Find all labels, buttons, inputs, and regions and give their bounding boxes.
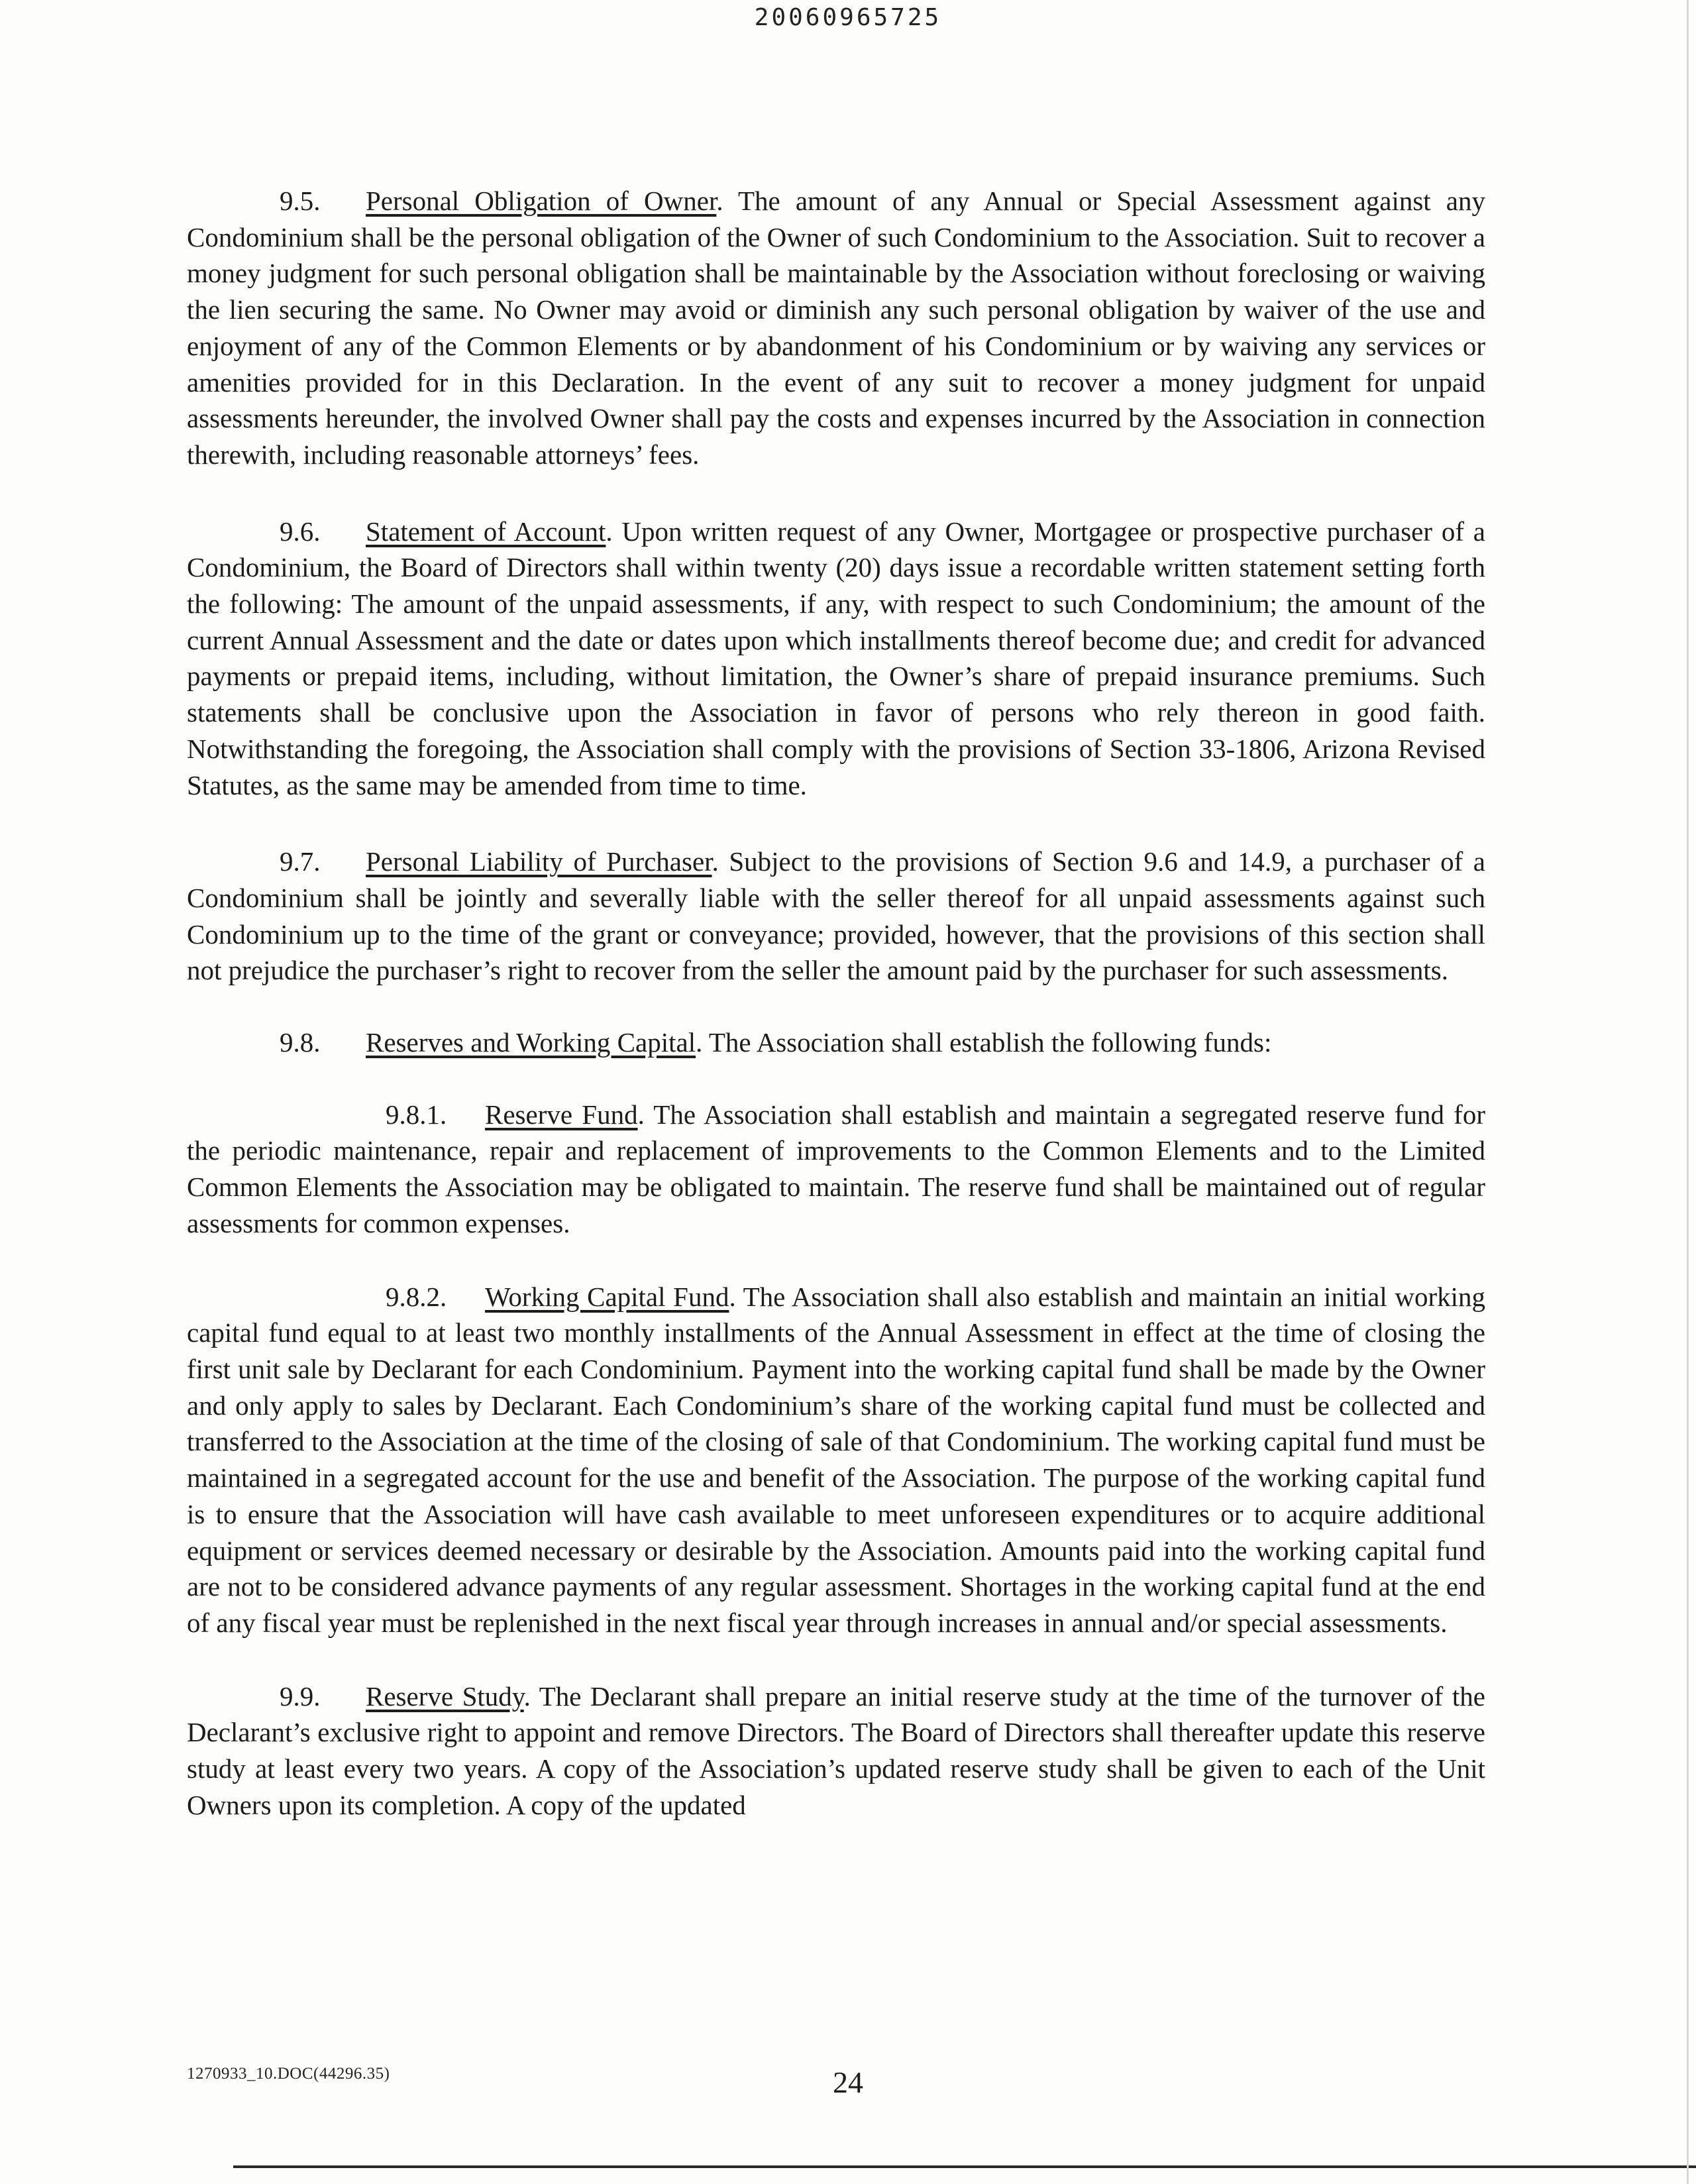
- paragraph-gap: [187, 989, 1485, 1024]
- section-text: . The Association shall also establish and maintain an initial working capital fund equal to at least two monthly installments of the Annual Assessment in effect at the time of closing the first unit sale by Declarant for each Condominium. Payment into the working capital fund shall be made by the Owner and only apply to sales by Declarant. Each Condominium’s share of the working capital fund must be collected and transferred to the Association at the time of the closing of sale of that Condominium. The working capital fund must be maintained in a segregated account for the use and benefit of the Association. The purpose of the working capital fund is to ensure that the Association will have cash available to meet unforeseen expenditures or to acquire additional equipment or services deemed necessary or desirable by the Association. Amounts paid into the working capital fund are not to be considered advance payments of any regular assessment. Shortages in the working capital fund at the end of any fiscal year must be replenished in the next fiscal year through increases in annual and/or special assessments.: [187, 1281, 1485, 1638]
- section-heading: Statement of Account: [366, 516, 606, 547]
- section-text: . The Association shall establish and maintain a segregated reserve fund for the periodic maintenance, repair and replacement of improvements to the Common Elements and to the Limited Common Elements the Association may be obligated to maintain. The reserve fund shall be maintained out of regular assessments for common expenses.: [187, 1099, 1485, 1238]
- section-number: 9.8.2.: [386, 1281, 447, 1312]
- section-heading: Reserve Fund: [485, 1099, 638, 1130]
- document-number: 20060965725: [754, 4, 942, 31]
- paragraph-gap: [187, 473, 1485, 514]
- section-heading: Reserves and Working Capital: [366, 1027, 696, 1058]
- section-number: 9.7.: [280, 846, 321, 877]
- section-number: 9.8.: [280, 1027, 321, 1058]
- section-9-6: [187, 514, 1485, 804]
- paragraph-gap: [187, 1641, 1485, 1678]
- section-9-8-1: [187, 1097, 1485, 1242]
- section-9-9: [187, 1678, 1485, 1824]
- section-heading: Personal Obligation of Owner: [366, 186, 717, 216]
- section-number: 9.5.: [280, 186, 321, 216]
- section-number: 9.9.: [280, 1680, 321, 1712]
- section-heading: Working Capital Fund: [485, 1281, 729, 1312]
- scan-edge: [1687, 0, 1689, 2184]
- page-number: 24: [833, 2065, 863, 2099]
- paragraph-gap: [187, 803, 1485, 844]
- section-heading: Personal Liability of Purchaser: [366, 846, 712, 877]
- section-9-8-2: [187, 1279, 1485, 1641]
- section-9-8: [187, 1024, 1485, 1061]
- section-text: . The amount of any Annual or Special Assessment against any Condominium shall be the personal obligation of the Owner of such Condominium to the Association. Suit to recover a money judgment for such personal obligation shall be maintainable by the Association without foreclosing or waiving the lien securing the same. No Owner may avoid or diminish any such personal obligation by waiver of the use and enjoyment of any of the Common Elements or by abandonment of his Condominium or by waiving any services or amenities provided for in this Declaration. In the event of any suit to recover a money judgment for unpaid assessments hereunder, the involved Owner shall pay the costs and expenses incurred by the Association in connection therewith, including reasonable attorneys’ fees.: [187, 186, 1486, 470]
- section-text: . Upon written request of any Owner, Mortgagee or prospective purchaser of a Condominium, the Board of Directors shall within twenty (20) days issue a recordable written statement setting forth the following: The amount of the unpaid assessments, if any, with respect to such Condominium; the amount of the current Annual Assessment and the date or dates upon which installments thereof become due; and credit for advanced payments or prepaid items, including, without limitation, the Owner’s share of prepaid insurance premiums. Such statements shall be conclusive upon the Association in favor of persons who rely thereon in good faith. Notwithstanding the foregoing, the Association shall comply with the provisions of Section 33-1806, Arizona Revised Statutes, as the same may be amended from time to time.: [187, 516, 1485, 800]
- section-text: . The Declarant shall prepare an initial reserve study at the time of the turnover of the Declarant’s exclusive right to appoint and remove Directors. The Board of Directors shall thereafter update this reserve study at least every two years. A copy of the Association’s updated reserve study shall be given to each of the Unit Owners upon its completion. A copy of the updated: [187, 1680, 1485, 1820]
- section-text: . The Association shall establish the following funds:: [696, 1027, 1272, 1058]
- paragraph-gap: [187, 1061, 1485, 1097]
- section-heading: Reserve Study: [366, 1680, 524, 1712]
- bottom-rule: [233, 2165, 1696, 2168]
- document-body: [187, 183, 1485, 1823]
- section-number: 9.6.: [280, 516, 321, 547]
- section-9-7: [187, 844, 1485, 989]
- paragraph-gap: [187, 1242, 1485, 1279]
- section-9-5: [187, 183, 1485, 473]
- footer-file-code: 1270933_10.DOC(44296.35): [187, 2065, 390, 2083]
- section-text: . Subject to the provisions of Section 9.6 and 14.9, a purchaser of a Condominium shall be jointly and severally liable with the seller thereof for all unpaid assessments against such Condominium up to the time of the grant or conveyance; provided, however, that the provisions of this section shall not prejudice the purchaser’s right to recover from the seller the amount paid by the purchaser for such assessments.: [187, 846, 1485, 986]
- section-number: 9.8.1.: [386, 1099, 447, 1130]
